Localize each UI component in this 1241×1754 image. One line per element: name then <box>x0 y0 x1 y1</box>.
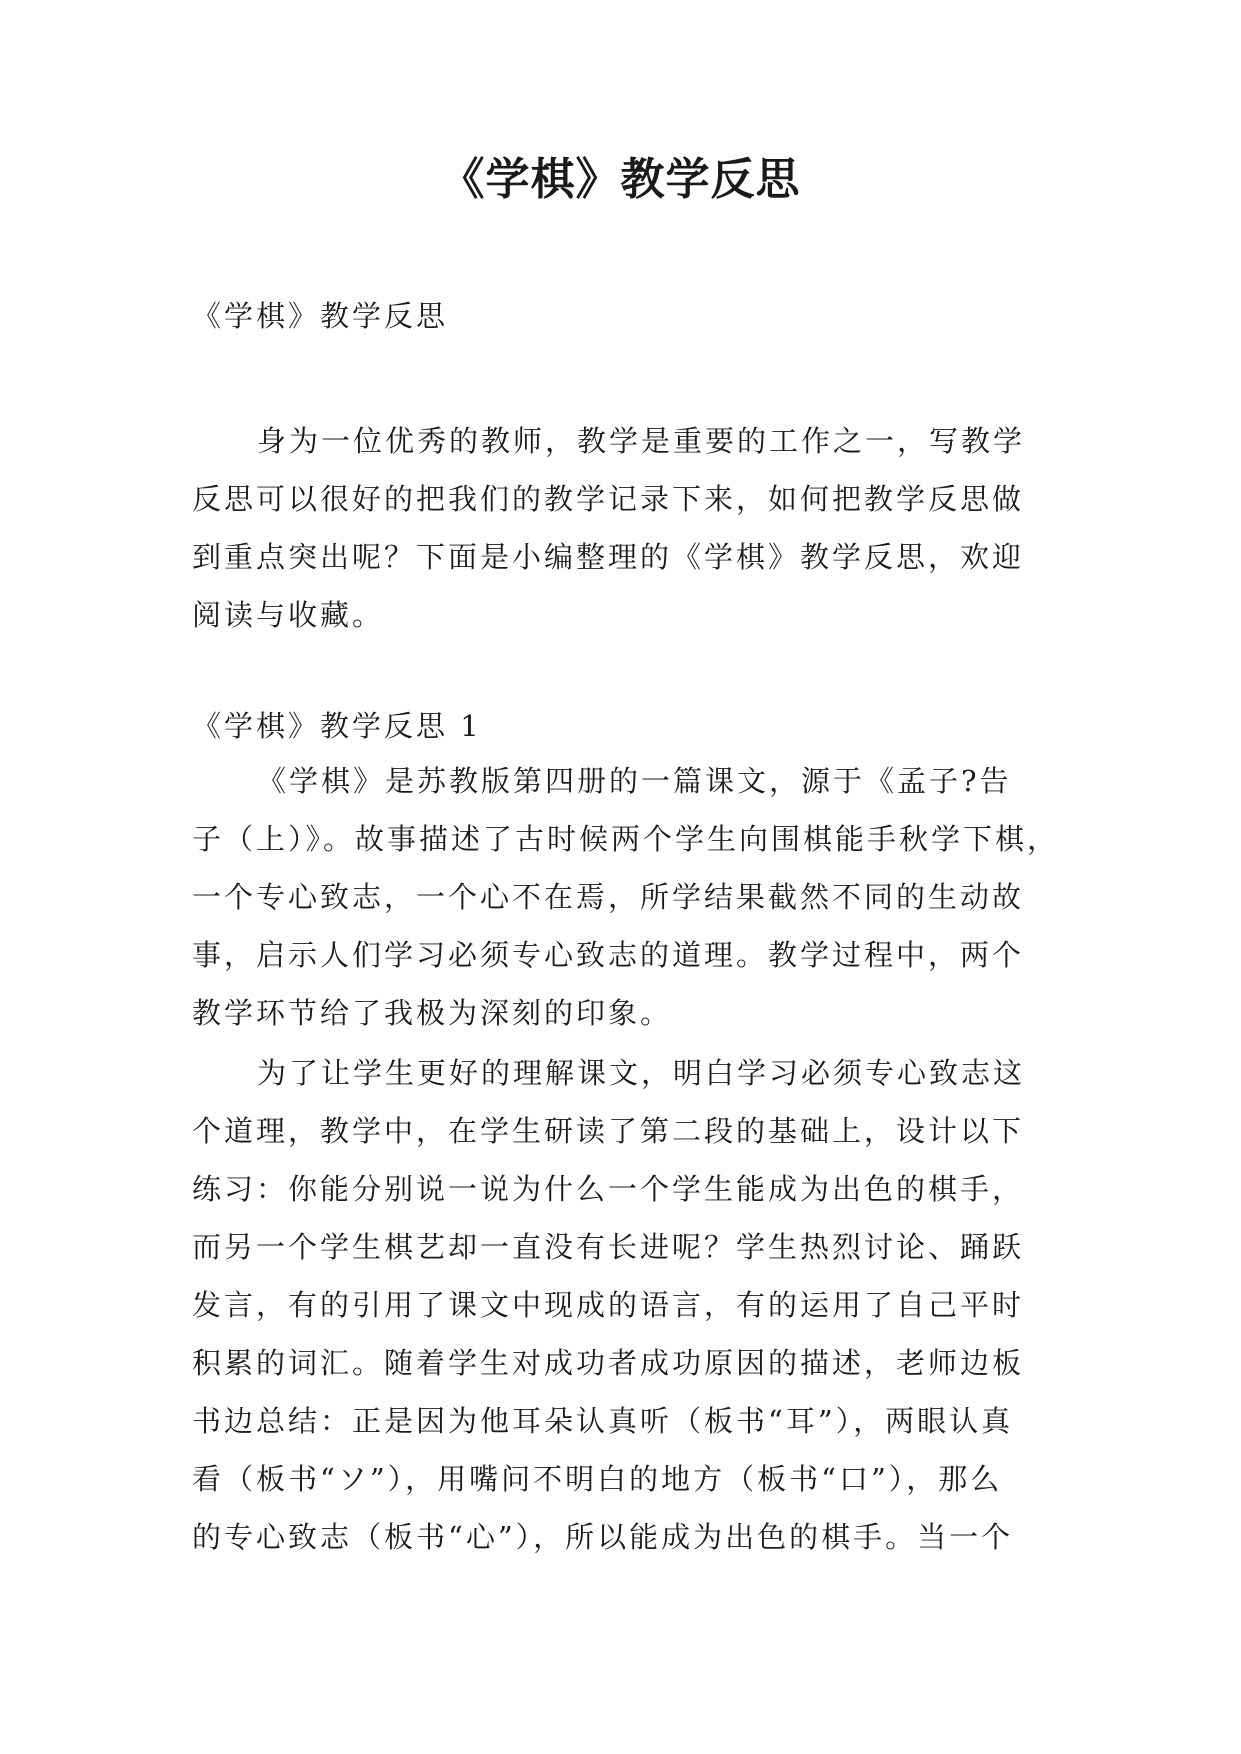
paragraph-line: 一个专心致志，一个心不在焉，所学结果截然不同的生动故 <box>192 880 1025 914</box>
intro-line: 阅读与收藏。 <box>192 598 385 632</box>
paragraph-line: 练习：你能分别说一说为什么一个学生能成为出色的棋手， <box>192 1172 1025 1206</box>
section-heading: 《学棋》教学反思 1 <box>192 709 482 743</box>
paragraph-line: 事，启示人们学习必须专心致志的道理。教学过程中，两个 <box>192 938 1025 972</box>
paragraph-line: 为了让学生更好的理解课文，明白学习必须专心致志这 <box>257 1056 1026 1090</box>
paragraph-line: 个道理，教学中，在学生研读了第二段的基础上，设计以下 <box>192 1114 1025 1148</box>
intro-line: 反思可以很好的把我们的教学记录下来，如何把教学反思做 <box>192 482 1025 516</box>
paragraph-line: 教学环节给了我极为深刻的印象。 <box>192 996 673 1030</box>
paragraph-line: 《学棋》是苏教版第四册的一篇课文，源于《孟子?告 <box>257 764 1012 798</box>
paragraph-line: 看（板书“ソ”），用嘴问不明白的地方（板书“口”），那么 <box>192 1462 1003 1496</box>
paragraph-line: 书边总结：正是因为他耳朵认真听（板书“耳”），两眼认真 <box>192 1404 1014 1438</box>
paragraph-line: 子（上）》。故事描述了古时候两个学生向围棋能手秋学下棋， <box>192 822 1060 856</box>
document-subtitle: 《学棋》教学反思 <box>192 299 449 333</box>
paragraph-line: 发言，有的引用了课文中现成的语言，有的运用了自己平时 <box>192 1288 1025 1322</box>
intro-line: 身为一位优秀的教师，教学是重要的工作之一，写教学 <box>257 424 1026 458</box>
body-paragraph-2 <box>192 1044 1050 1566</box>
paragraph-line: 的专心致志（板书“心”），所以能成为出色的棋手。当一个 <box>192 1520 1014 1554</box>
body-paragraph-1 <box>192 752 1060 1042</box>
intro-line: 到重点突出呢？下面是小编整理的《学棋》教学反思，欢迎 <box>192 540 1025 574</box>
document-title: 《学棋》教学反思 <box>440 154 801 205</box>
paragraph-line: 积累的词汇。随着学生对成功者成功原因的描述，老师边板 <box>192 1346 1025 1380</box>
intro-paragraph <box>192 412 1050 644</box>
paragraph-line: 而另一个学生棋艺却一直没有长进呢？学生热烈讨论、踊跃 <box>192 1230 1025 1264</box>
